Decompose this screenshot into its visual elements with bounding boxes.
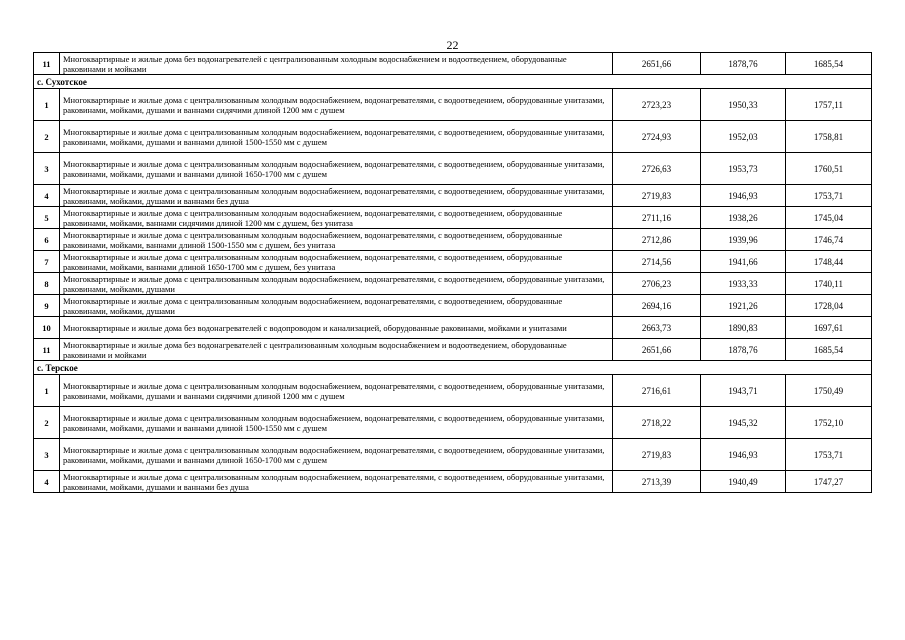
- value-1-cell: 2719,83: [613, 185, 701, 207]
- row-number-cell: 6: [34, 229, 60, 251]
- value-3-cell: 1760,51: [786, 153, 872, 185]
- value-2-cell: 1939,96: [701, 229, 786, 251]
- value-1-cell: 2706,23: [613, 273, 701, 295]
- table-row: [34, 89, 872, 121]
- table-row: [34, 53, 872, 75]
- value-3-cell: 1750,49: [786, 375, 872, 407]
- housing-description-cell: Многоквартирные и жилые дома с централизованным холодным водоснабжением, водонагревателями, с водоотведением, оборудованные унитазами, раковинами, мойками, душами и ваннами без душа: [60, 471, 613, 493]
- section-row: [34, 75, 872, 89]
- value-3-cell: 1757,11: [786, 89, 872, 121]
- row-number-cell: 4: [34, 185, 60, 207]
- value-1-cell: 2718,22: [613, 407, 701, 439]
- row-number-cell: 8: [34, 273, 60, 295]
- value-3-cell: 1752,10: [786, 407, 872, 439]
- row-number-cell: 11: [34, 339, 60, 361]
- value-1-cell: 2663,73: [613, 317, 701, 339]
- table-row: [34, 273, 872, 295]
- table-row: [34, 121, 872, 153]
- value-2-cell: 1921,26: [701, 295, 786, 317]
- row-number-cell: 4: [34, 471, 60, 493]
- table-row: [34, 471, 872, 493]
- row-number-cell: 3: [34, 439, 60, 471]
- value-1-cell: 2724,93: [613, 121, 701, 153]
- value-3-cell: 1746,74: [786, 229, 872, 251]
- value-1-cell: 2651,66: [613, 339, 701, 361]
- row-number-cell: 3: [34, 153, 60, 185]
- value-3-cell: 1747,27: [786, 471, 872, 493]
- housing-description-cell: Многоквартирные и жилые дома без водонагревателей с централизованным холодным водоснабжением и водоотведением, оборудованные раковинами и мойками: [60, 339, 613, 361]
- housing-description-cell: Многоквартирные и жилые дома с централизованным холодным водоснабжением, водонагревателями, с водоотведением, оборудованные раковинами, мойками, ваннами длиной 1650-1700 мм с душем, без унитаза: [60, 251, 613, 273]
- value-2-cell: 1950,33: [701, 89, 786, 121]
- table-row: [34, 229, 872, 251]
- tariff-table: [33, 52, 872, 493]
- table-row: [34, 375, 872, 407]
- table-row: [34, 185, 872, 207]
- table-row: [34, 153, 872, 185]
- row-number-cell: 5: [34, 207, 60, 229]
- value-1-cell: 2713,39: [613, 471, 701, 493]
- value-3-cell: 1685,54: [786, 339, 872, 361]
- value-3-cell: 1745,04: [786, 207, 872, 229]
- value-3-cell: 1758,81: [786, 121, 872, 153]
- housing-description-cell: Многоквартирные и жилые дома без водонагревателей с водопроводом и канализацией, оборудованные раковинами, мойками и унитазами: [60, 317, 613, 339]
- section-row: [34, 361, 872, 375]
- value-2-cell: 1938,26: [701, 207, 786, 229]
- housing-description-cell: Многоквартирные и жилые дома с централизованным холодным водоснабжением, водонагревателями, с водоотведением, оборудованные раковинами, мойками, ваннами длиной 1500-1550 мм с душем, без унитаза: [60, 229, 613, 251]
- housing-description-cell: Многоквартирные и жилые дома с централизованным холодным водоснабжением, водонагревателями, с водоотведением, оборудованные унитазами, раковинами, мойками, душами: [60, 273, 613, 295]
- value-1-cell: 2694,16: [613, 295, 701, 317]
- value-3-cell: 1748,44: [786, 251, 872, 273]
- value-1-cell: 2651,66: [613, 53, 701, 75]
- value-1-cell: 2719,83: [613, 439, 701, 471]
- value-3-cell: 1685,54: [786, 53, 872, 75]
- row-number-cell: 9: [34, 295, 60, 317]
- value-2-cell: 1952,03: [701, 121, 786, 153]
- page-number: 22: [446, 38, 459, 52]
- value-1-cell: 2726,63: [613, 153, 701, 185]
- row-number-cell: 10: [34, 317, 60, 339]
- value-3-cell: 1753,71: [786, 439, 872, 471]
- housing-description-cell: Многоквартирные и жилые дома без водонагревателей с централизованным холодным водоснабжением и водоотведением, оборудованные раковинами и мойками: [60, 53, 613, 75]
- table-row: [34, 207, 872, 229]
- row-number-cell: 2: [34, 407, 60, 439]
- housing-description-cell: Многоквартирные и жилые дома с централизованным холодным водоснабжением, водонагревателями, с водоотведением, оборудованные унитазами, раковинами, мойками, душами и ваннами сидячими длиной 1200 мм с душем: [60, 89, 613, 121]
- housing-description-cell: Многоквартирные и жилые дома с централизованным холодным водоснабжением, водонагревателями, с водоотведением, оборудованные унитазами, раковинами, мойками, душами и ваннами длиной 1650-1700 мм с душем: [60, 153, 613, 185]
- row-number-cell: 1: [34, 375, 60, 407]
- table-row: [34, 407, 872, 439]
- value-2-cell: 1953,73: [701, 153, 786, 185]
- housing-description-cell: Многоквартирные и жилые дома с централизованным холодным водоснабжением, водонагревателями, с водоотведением, оборудованные унитазами, раковинами, мойками, душами и ваннами длиной 1650-1700 мм с душем: [60, 439, 613, 471]
- value-2-cell: 1945,32: [701, 407, 786, 439]
- value-2-cell: 1878,76: [701, 53, 786, 75]
- table-row: [34, 251, 872, 273]
- value-3-cell: 1740,11: [786, 273, 872, 295]
- housing-description-cell: Многоквартирные и жилые дома с централизованным холодным водоснабжением, водонагревателями, с водоотведением, оборудованные унитазами, раковинами, мойками, душами и ваннами длиной 1500-1550 мм с душем: [60, 121, 613, 153]
- table-row: [34, 317, 872, 339]
- value-1-cell: 2716,61: [613, 375, 701, 407]
- row-number-cell: 11: [34, 53, 60, 75]
- row-number-cell: 7: [34, 251, 60, 273]
- housing-description-cell: Многоквартирные и жилые дома с централизованным холодным водоснабжением, водонагревателями, с водоотведением, оборудованные унитазами, раковинами, мойками, душами и ваннами сидячими длиной 1200 мм с душем: [60, 375, 613, 407]
- row-number-cell: 2: [34, 121, 60, 153]
- housing-description-cell: Многоквартирные и жилые дома с централизованным холодным водоснабжением, водонагревателями, с водоотведением, оборудованные унитазами, раковинами, мойками, душами и ваннами без душа: [60, 185, 613, 207]
- housing-description-cell: Многоквартирные и жилые дома с централизованным холодным водоснабжением, водонагревателями, с водоотведением, оборудованные унитазами, раковинами, мойками, душами и ваннами длиной 1500-1550 мм с душем: [60, 407, 613, 439]
- section-title: с. Сухотское: [34, 75, 872, 89]
- value-1-cell: 2723,23: [613, 89, 701, 121]
- value-1-cell: 2712,86: [613, 229, 701, 251]
- value-2-cell: 1890,83: [701, 317, 786, 339]
- value-1-cell: 2711,16: [613, 207, 701, 229]
- housing-description-cell: Многоквартирные и жилые дома с централизованным холодным водоснабжением, водонагревателями, с водоотведением, оборудованные раковинами, мойками, ваннами сидячими длиной 1200 мм с душем, без унитаза: [60, 207, 613, 229]
- row-number-cell: 1: [34, 89, 60, 121]
- table-row: [34, 439, 872, 471]
- value-2-cell: 1941,66: [701, 251, 786, 273]
- table-row: [34, 339, 872, 361]
- value-1-cell: 2714,56: [613, 251, 701, 273]
- table-row: [34, 295, 872, 317]
- value-2-cell: 1946,93: [701, 185, 786, 207]
- value-2-cell: 1940,49: [701, 471, 786, 493]
- value-3-cell: 1697,61: [786, 317, 872, 339]
- tariff-table-body: [34, 53, 872, 493]
- section-title: с. Терское: [34, 361, 872, 375]
- value-3-cell: 1753,71: [786, 185, 872, 207]
- value-2-cell: 1933,33: [701, 273, 786, 295]
- housing-description-cell: Многоквартирные и жилые дома с централизованным холодным водоснабжением, водонагревателями, с водоотведением, оборудованные раковинами, мойками, душами: [60, 295, 613, 317]
- value-3-cell: 1728,04: [786, 295, 872, 317]
- value-2-cell: 1878,76: [701, 339, 786, 361]
- value-2-cell: 1943,71: [701, 375, 786, 407]
- value-2-cell: 1946,93: [701, 439, 786, 471]
